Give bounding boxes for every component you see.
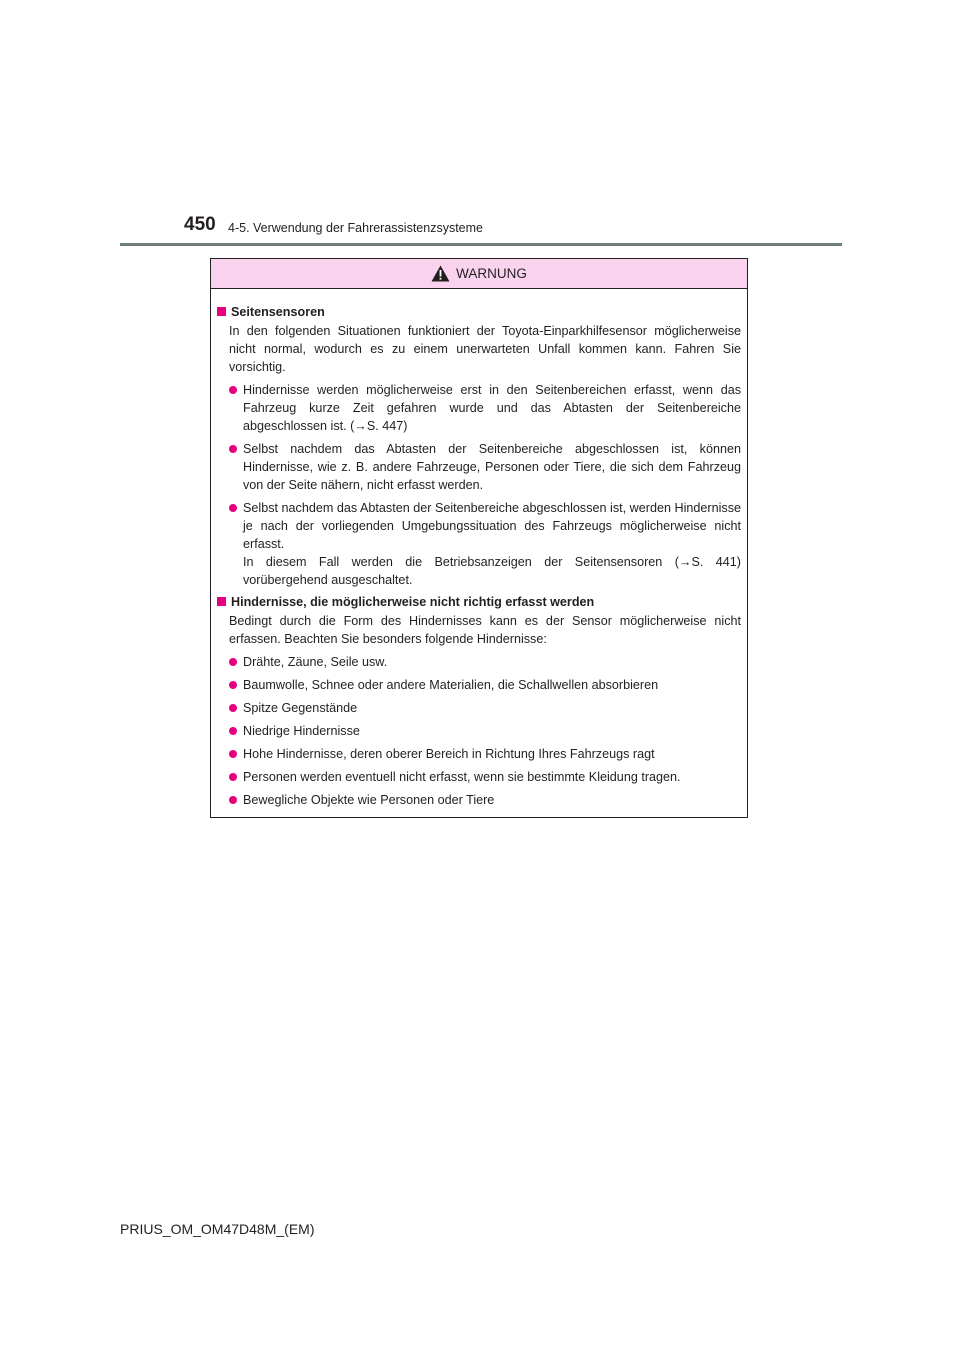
list-item xyxy=(217,653,741,671)
chapter-title: 4-5. Verwendung der Fahrerassistenzsysteme xyxy=(228,221,483,235)
header-rule xyxy=(120,243,842,246)
list-item xyxy=(217,699,741,717)
list-item-text: Bewegliche Objekte wie Personen oder Tiere xyxy=(243,793,495,807)
warning-box xyxy=(210,258,748,818)
list-item xyxy=(217,381,741,435)
section-heading xyxy=(217,593,741,611)
list-item-text: Selbst nachdem das Abtasten der Seitenbereiche abgeschlossen ist, werden Hindernisse je nach der vorliegenden Umgebungssituation des Fahrzeugs möglicherweise nicht erfasst. xyxy=(243,501,741,551)
list-item-text: Hohe Hindernisse, deren oberer Bereich in Richtung Ihres Fahrzeugs ragt xyxy=(243,747,655,761)
square-bullet-icon xyxy=(217,597,226,606)
circle-bullet-icon xyxy=(229,750,237,758)
warning-title: WARNUNG xyxy=(456,266,527,281)
list-item xyxy=(217,768,741,786)
footer-document-code: PRIUS_OM_OM47D48M_(EM) xyxy=(120,1221,315,1237)
warning-body xyxy=(211,289,747,809)
circle-bullet-icon xyxy=(229,773,237,781)
list-item-text: Drähte, Zäune, Seile usw. xyxy=(243,655,388,669)
warning-triangle-icon xyxy=(431,265,450,282)
list-item xyxy=(217,676,741,694)
section-text: In den folgenden Situationen funktioniert der Toyota-Einparkhilfesensor möglicherweise nicht normal, wodurch es zu einem unerwarteten Unfall kommen kann. Fahren Sie vorsichtig. xyxy=(229,324,741,374)
list-item-text: Spitze Gegenstände xyxy=(243,701,358,715)
list-item-text-group xyxy=(243,499,741,589)
warning-header xyxy=(211,259,747,289)
list-item-text: Personen werden eventuell nicht erfasst, wenn sie bestimmte Kleidung tragen. xyxy=(243,770,681,784)
circle-bullet-icon xyxy=(229,386,237,394)
list-item xyxy=(217,440,741,494)
section-heading xyxy=(217,303,741,321)
circle-bullet-icon xyxy=(229,504,237,512)
list-item xyxy=(217,791,741,809)
circle-bullet-icon xyxy=(229,445,237,453)
list-item-text: Baumwolle, Schnee oder andere Materialien, die Schallwellen absorbieren xyxy=(243,678,659,692)
section-heading-text: Hindernisse, die möglicherweise nicht richtig erfasst werden xyxy=(231,595,595,609)
list-item-text: Hindernisse werden möglicherweise erst in den Seitenbereichen erfasst, wenn das Fahrzeug kurze Zeit gefahren wurde und das Abtasten der Seitenbereiche abgeschlossen ist. (→S. 447) xyxy=(243,383,741,433)
circle-bullet-icon xyxy=(229,658,237,666)
circle-bullet-icon xyxy=(229,681,237,689)
list-item xyxy=(217,499,741,589)
list-item-text: Selbst nachdem das Abtasten der Seitenbereiche abgeschlossen ist, können Hindernisse, wie z. B. andere Fahrzeuge, Personen oder Tiere, die sich dem Fahrzeug von der Seite nähern, nicht erfasst werden. xyxy=(243,442,741,492)
list-item-text: Niedrige Hindernisse xyxy=(243,724,360,738)
circle-bullet-icon xyxy=(229,704,237,712)
page-number: 450 xyxy=(184,214,216,235)
list-item-extra-text: In diesem Fall werden die Betriebsanzeigen der Seitensensoren (→S. 441) vorübergehend ausgeschaltet. xyxy=(243,555,741,587)
circle-bullet-icon xyxy=(229,727,237,735)
section-text: Bedingt durch die Form des Hindernisses kann es der Sensor möglicherweise nicht erfassen. Beachten Sie besonders folgende Hindernisse: xyxy=(229,614,741,646)
section-heading-text: Seitensensoren xyxy=(231,305,325,319)
circle-bullet-icon xyxy=(229,796,237,804)
list-item xyxy=(217,722,741,740)
square-bullet-icon xyxy=(217,307,226,316)
list-item xyxy=(217,745,741,763)
